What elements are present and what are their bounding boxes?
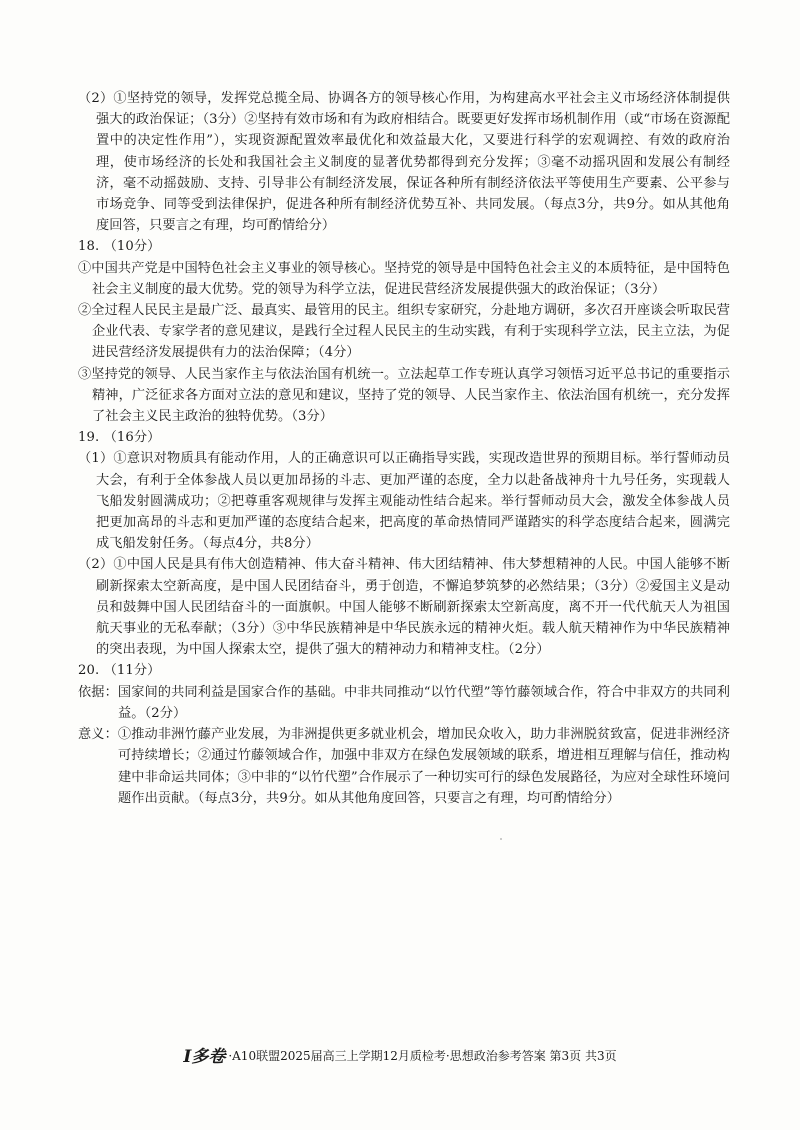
q20-heading: 20. （11分） xyxy=(78,663,161,679)
answer-content xyxy=(78,88,730,809)
q18-point-1: ①中国共产党是中国特色社会主义事业的领导核心。坚持党的领导是中国特色社会主义的本质特征，是中国特色社会主义制度的最大优势。党的领导为科学立法，促进民营经济发展提供强大的政治保证；（3分） xyxy=(78,260,730,297)
q19-heading: 19. （16分） xyxy=(78,430,161,446)
q18-point-3: ③坚持党的领导、人民当家作主与依法治国有机统一。立法起草工作专班认真学习领悟习近平总书记的重要指示精神，广泛征求各方面对立法的意见和建议，坚持了党的领导、人民当家作主、依法治国有机统一，充分发挥了社会主义民主政治的独特优势。（3分） xyxy=(78,366,730,425)
footer-text: ·A10联盟2025届高三上学期12月质检考·思想政治参考答案 第3页 共3页 xyxy=(228,1049,617,1063)
scan-speck xyxy=(500,838,502,840)
q19-part1-answer: （1）①意识对物质具有能动作用，人的正确意识可以正确指导实践，实现改造世界的预期目标。举行誓师动员大会，有利于全体参战人员以更加昂扬的斗志、更加严谨的态度，全力以赴备战神舟十九号任务，实现载人飞船发射圆满成功；②把尊重客观规律与发挥主观能动性结合起来。举行誓师动员大会，激发全体参战人员把更加高昂的斗志和更加严谨的态度结合起来，把高度的革命热情同严谨踏实的科学态度结合起来，圆满完成飞船发射任务。（每点4分，共8分） xyxy=(78,451,730,552)
q17-part2-answer: （2）①坚持党的领导，发挥党总揽全局、协调各方的领导核心作用，为构建高水平社会主义市场经济体制提供强大的政治保证；（3分）②坚持有效市场和有为政府相结合。既要更好发挥市场机制作用（或“市场在资源配置中的决定性作用”），实现资源配置效率最优化和效益最大化，又要进行科学的宏观调控、有效的政府治理，使市场经济的长处和我国社会主义制度的显著优势都得到充分发挥；③毫不动摇巩固和发展公有制经济，毫不动摇鼓励、支持、引导非公有制经济发展，保证各种所有制经济依法平等使用生产要素、公平参与市场竞争、同等受到法律保护，促进各种所有制经济优势互补、共同发展。（每点3分，共9分。如从其他角度回答，只要言之有理，均可酌情给分） xyxy=(78,91,730,234)
q18-point-2: ②全过程人民民主是最广泛、最真实、最管用的民主。组织专家研究，分赴地方调研，多次召开座谈会听取民营企业代表、专家学者的意见建议，是践行全过程人民民主的生动实践，有利于实现科学立法，民主立法，为促进民营经济发展提供有力的法治保障；（4分） xyxy=(78,303,730,361)
q18-heading: 18. （10分） xyxy=(78,239,161,255)
q19-part2-answer: （2）①中国人民是具有伟大创造精神、伟大奋斗精神、伟大团结精神、伟大梦想精神的人民。中国人能够不断刷新探索太空新高度，是中国人民团结奋斗，勇于创造，不懈追梦筑梦的必然结果；（3分）②爱国主义是动员和鼓舞中国人民团结奋斗的一面旗帜。中国人能够不断刷新探索太空新高度，离不开一代代航天人为祖国航天事业的无私奉献；（3分）③中华民族精神是中华民族永远的精神火炬。载人航天精神作为中华民族精神的突出表现，为中国人探索太空，提供了强大的精神动力和精神支柱。（2分） xyxy=(78,557,730,658)
q20-significance-answer: 意义：①推动非洲竹藤产业发展，为非洲提供更多就业机会，增加民众收入，助力非洲脱贫致富，促进非洲经济可持续增长；②通过竹藤领域合作，加强中非双方在绿色发展领域的联系，增进相互理解与信任，推动构建中非命运共同体；③中非的“以竹代塑”合作展示了一种切实可行的绿色发展路径，为应对全球性环境问题作出贡献。（每点3分，共9分。如从其他角度回答，只要言之有理，均可酌情给分） xyxy=(78,727,730,806)
publisher-logo: I多卷 xyxy=(183,1047,226,1067)
page-footer xyxy=(0,1047,800,1066)
q20-basis-answer: 依据：国家间的共同利益是国家合作的基础。中非共同推动“以竹代塑”等竹藤领域合作，符合中非双方的共同利益。（2分） xyxy=(78,684,730,721)
